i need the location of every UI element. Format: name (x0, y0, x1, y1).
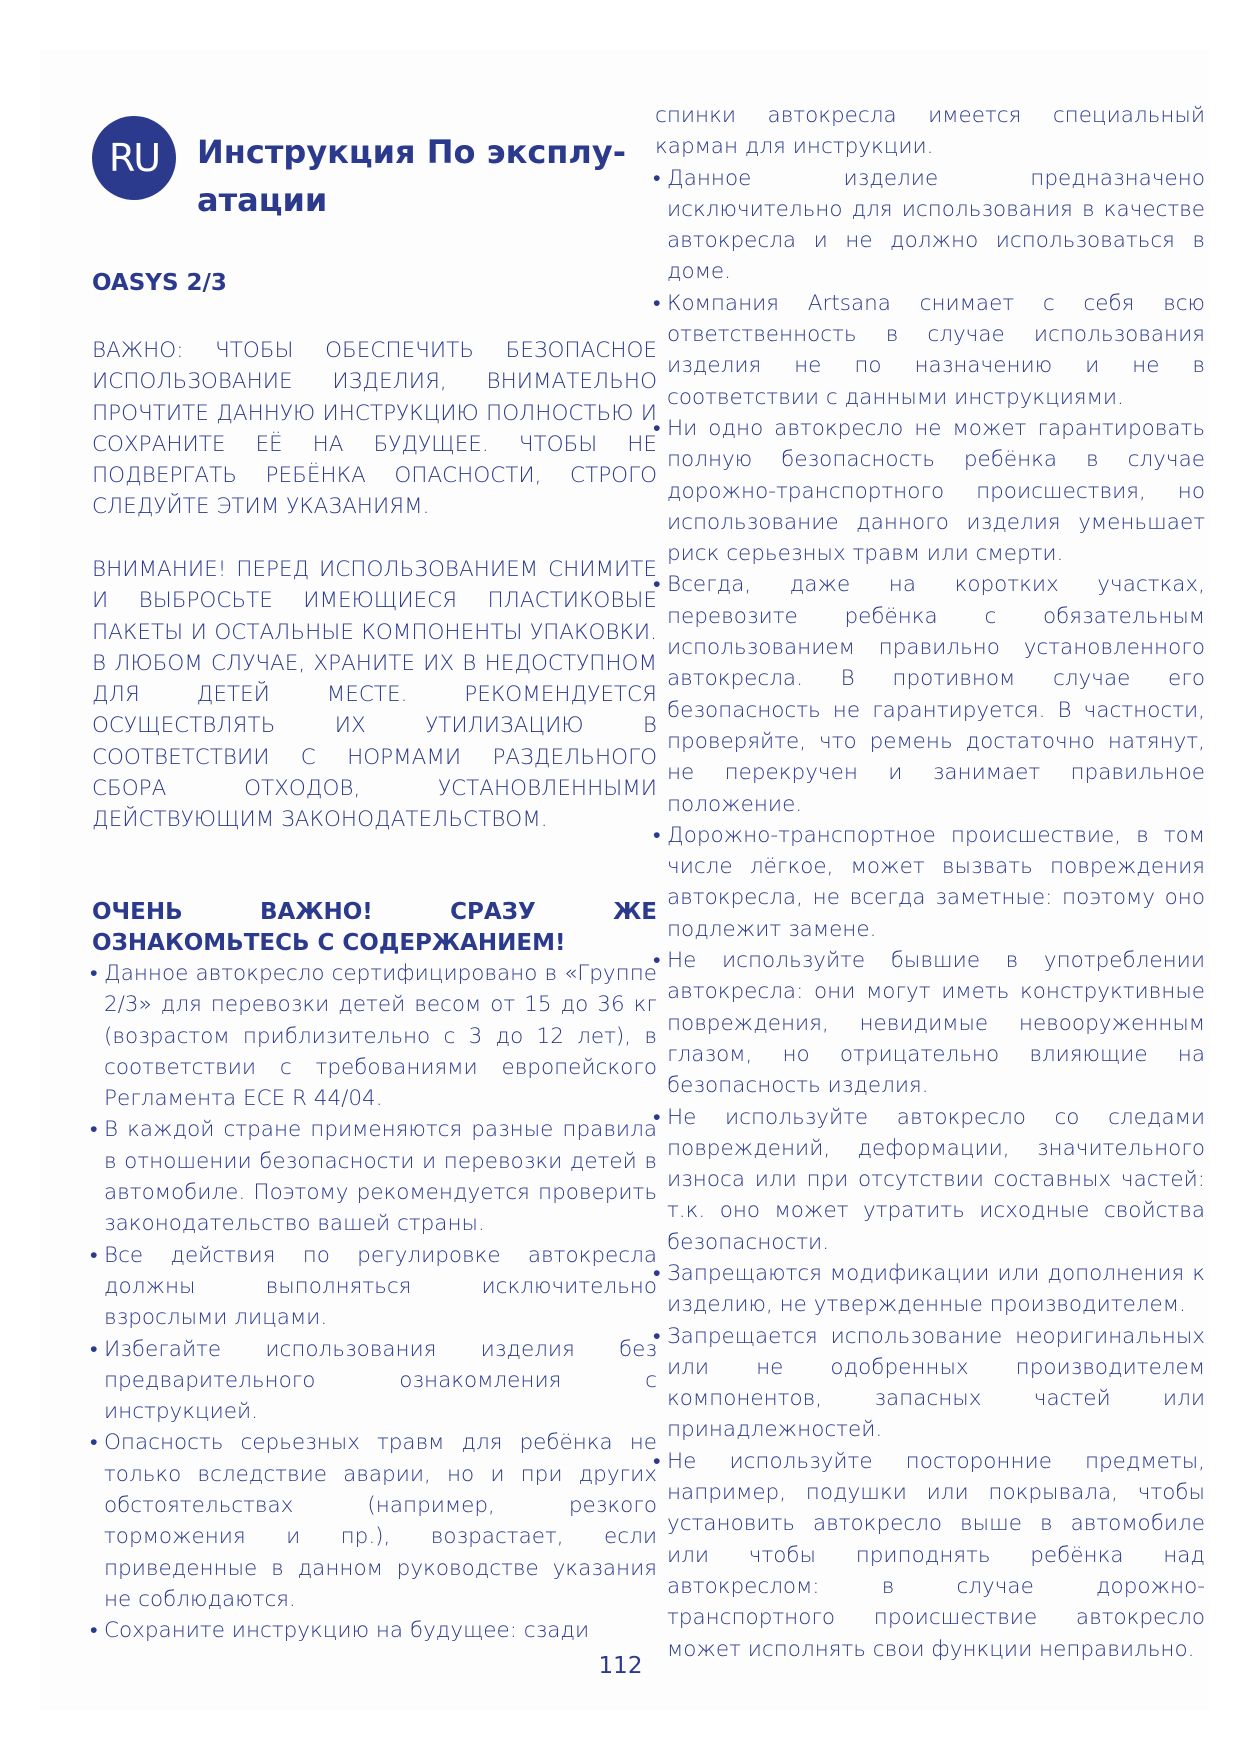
list-item: • Не используйте бывшие в употреблении автокресла: они могут иметь конструктивные повреждения, невидимые невооруженным глазом, но отрицательно влияющие на безопасность изделия. (655, 945, 1205, 1101)
list-item: • Компания Artsana снимает с себя всю ответственность в случае использования изделия не по назначению и не в соответствии с данными инструкциями. (655, 288, 1205, 413)
section-heading-line-1: ОЧЕНЬ ВАЖНО! СРАЗУ ЖЕ (92, 899, 657, 925)
list-item: • Опасность серьезных травм для ребёнка не только вследствие аварии, но и при других обстоятельствах (например, резкого торможения и пр.), возрастает, если приведенные в данном руководстве указания не соблюдаются. (92, 1427, 657, 1615)
list-item: • Данное автокресло сертифицировано в «Группе 2/3» для перевозки детей весом от 15 до 36 кг (возрастом приблизительно с 3 до 12 лет), в соответствии с требованиями европейского Регламента ECE R 44/04. (92, 958, 657, 1114)
list-item: • Ни одно автокресло не может гарантировать полную безопасность ребёнка в случае дорожно-транспортного происшествия, но использование данного изделия уменьшает риск серьезных травм или смерти. (655, 413, 1205, 569)
product-model: OASYS 2/3 (92, 270, 227, 296)
list-item: • Запрещаются модификации или дополнения к изделию, не утвержденные производителем. (655, 1258, 1205, 1321)
list-item: • Сохраните инструкцию на будущее: сзади (92, 1615, 657, 1646)
language-badge (92, 116, 176, 200)
language-code: RU (108, 136, 160, 180)
list-item-continuation: спинки автокресла имеется специальный карман для инструкции. (655, 103, 1205, 160)
list-item: • Избегайте использования изделия без предварительного ознакомления с инструкцией. (92, 1334, 657, 1428)
list-item: • Дорожно-транспортное происшествие, в том числе лёгкое, может вызвать повреждения автокресла, не всегда заметные: поэтому оно подлежит замене. (655, 820, 1205, 945)
list-item: • В каждой стране применяются разные правила в отношении безопасности и перевозки детей в автомобиле. Поэтому рекомендуется проверить законодательство вашей страны. (92, 1114, 657, 1239)
warning-notice: ВНИМАНИЕ! ПЕРЕД ИСПОЛЬЗОВАНИЕМ СНИМИТЕ И ВЫБРОСЬТЕ ИМЕЮЩИЕСЯ ПЛАСТИКОВЫЕ ПАКЕТЫ И ОСТАЛЬНЫЕ КОМПОНЕНТЫ УПАКОВКИ. В ЛЮБОМ СЛУЧАЕ, ХРАНИТЕ ИХ В НЕДОСТУПНОМ ДЛЯ ДЕТЕЙ МЕСТЕ. РЕКОМЕНДУЕТСЯ ОСУЩЕСТВЛЯТЬ ИХ УТИЛИЗАЦИЮ В СООТВЕТСТВИИ С НОРМАМИ РАЗДЕЛЬНОГО СБОРА ОТХОДОВ, УСТАНОВЛЕННЫМИ ДЕЙСТВУЮЩИМ ЗАКОНОДАТЕЛЬСТВОМ. (92, 557, 657, 833)
left-bullet-list (92, 958, 657, 1647)
section-heading-line-2: ОЗНАКОМЬТЕСЬ С СОДЕРЖАНИЕМ! (92, 930, 566, 956)
list-item: • Не используйте автокресло со следами повреждений, деформации, значительного износа или при отсутствии составных частей: т.к. оно может утратить исходные свойства безопасности. (655, 1102, 1205, 1258)
page-title: Инструкция По эксплу-атации (197, 133, 626, 219)
list-item: • Запрещается использование неоригинальных или не одобренных производителем компонентов, запасных частей или принадлежностей. (655, 1321, 1205, 1446)
list-item: • Данное изделие предназначено исключительно для использования в качестве автокресла и не должно использоваться в доме. (655, 163, 1205, 288)
list-item: • Все действия по регулировке автокресла должны выполняться исключительно взрослыми лицами. (92, 1240, 657, 1334)
right-bullet-list (655, 100, 1205, 1665)
section-heading (92, 897, 657, 959)
list-item: • Не используйте посторонние предметы, например, подушки или покрывала, чтобы установить автокресло выше в автомобиле или чтобы приподнять ребёнка над автокреслом: в случае дорожно-транспортного происшествие автокресло может исполнять свои функции неправильно. (655, 1446, 1205, 1665)
page-number: 112 (598, 1653, 643, 1679)
list-item: • Всегда, даже на коротких участках, перевозите ребёнка с обязательным использованием правильно установленного автокресла. В противном случае его безопасность не гарантируется. В частности, проверяйте, что ремень достаточно натянут, не перекручен и занимает правильное положение. (655, 569, 1205, 819)
important-notice: ВАЖНО: ЧТОБЫ ОБЕСПЕЧИТЬ БЕЗОПАСНОЕ ИСПОЛЬЗОВАНИЕ ИЗДЕЛИЯ, ВНИМАТЕЛЬНО ПРОЧТИТЕ ДАННУЮ ИНСТРУКЦИЮ ПОЛНОСТЬЮ И СОХРАНИТЕ ЕЁ НА БУДУЩЕЕ. ЧТОБЫ НЕ ПОДВЕРГАТЬ РЕБЁНКА ОПАСНОСТИ, СТРОГО СЛЕДУЙТЕ ЭТИМ УКАЗАНИЯМ. (92, 338, 657, 520)
